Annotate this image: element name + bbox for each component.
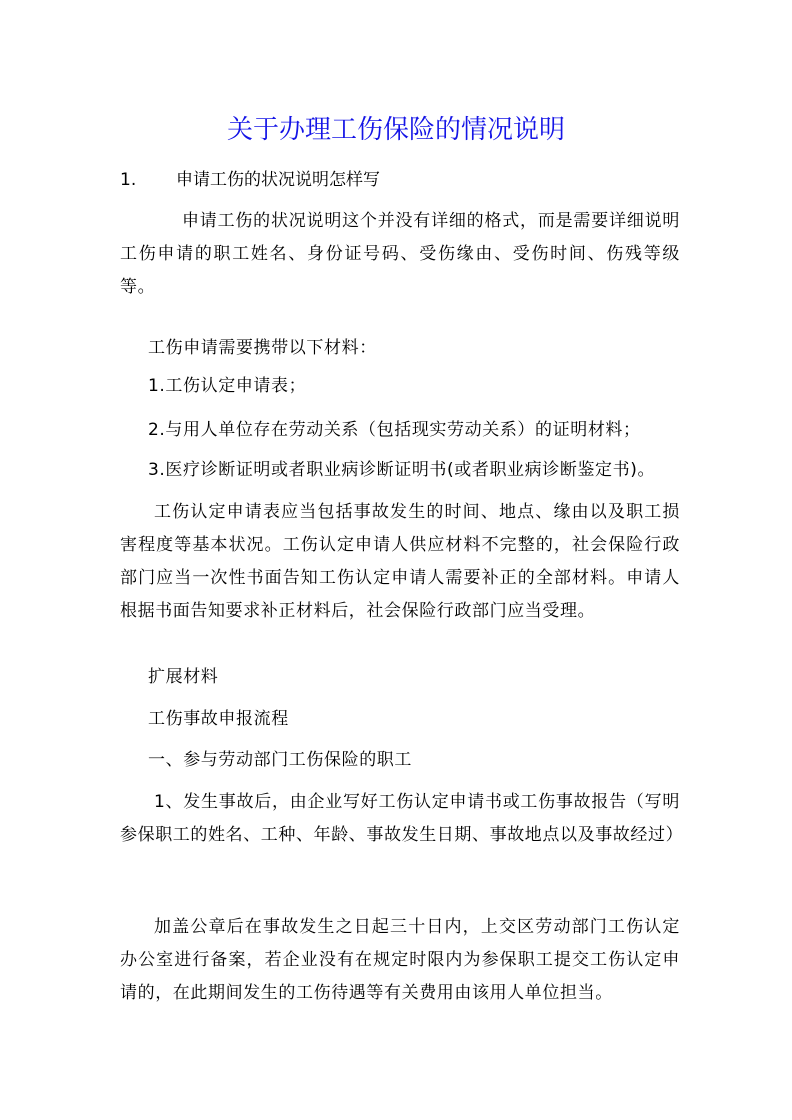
list-item-material-3: 3.医疗诊断证明或者职业病诊断证明书(或者职业病诊断鉴定书)。 [148, 460, 656, 480]
paragraph-materials-intro: 工伤申请需要携带以下材料： [148, 338, 377, 358]
section-heading-text: 申请工伤的状况说明怎样写 [176, 170, 380, 190]
paragraph-application-form: 工伤认定申请表应当包括事故发生的时间、地点、缘由以及职工损害程度等基本状况。工伤认定申请人供应材料不完整的，社会保险行政部门应当一次性书面告知工伤认定申请人需要补正的全部材料。申请人根据书面告知要求补正材料后，社会保险行政部门应当受理。 [120, 502, 680, 621]
section-number: 1. [120, 170, 137, 190]
document-title: 关于办理工伤保险的情况说明 [226, 115, 565, 145]
paragraph-status-description: 申请工伤的状况说明这个并没有详细的格式，而是需要详细说明工伤申请的职工姓名、身份证号码、受伤缘由、受伤时间、伤残等级等。 [120, 211, 680, 297]
list-item-material-1: 1.工伤认定申请表； [148, 376, 307, 396]
paragraph-accident-reporting-process: 工伤事故申报流程 [148, 709, 289, 729]
paragraph-filing: 加盖公章后在事故发生之日起三十日内，上交区劳动部门工伤认定办公室进行备案，若企业没有在规定时限内为参保职工提交工伤认定申请的，在此期间发生的工伤待遇等有关费用由该用人单位担当。 [120, 917, 680, 1003]
paragraph-section-one: 一、参与劳动部门工伤保险的职工 [148, 750, 412, 770]
paragraph-step-one: 1、发生事故后，由企业写好工伤认定申请书或工伤事故报告（写明参保职工的姓名、工种、年龄、事故发生日期、事故地点以及事故经过） [120, 792, 684, 845]
list-item-material-2: 2.与用人单位存在劳动关系（包括现实劳动关系）的证明材料； [148, 420, 641, 440]
section-heading [120, 166, 380, 194]
paragraph-extended-materials: 扩展材料 [148, 667, 219, 687]
